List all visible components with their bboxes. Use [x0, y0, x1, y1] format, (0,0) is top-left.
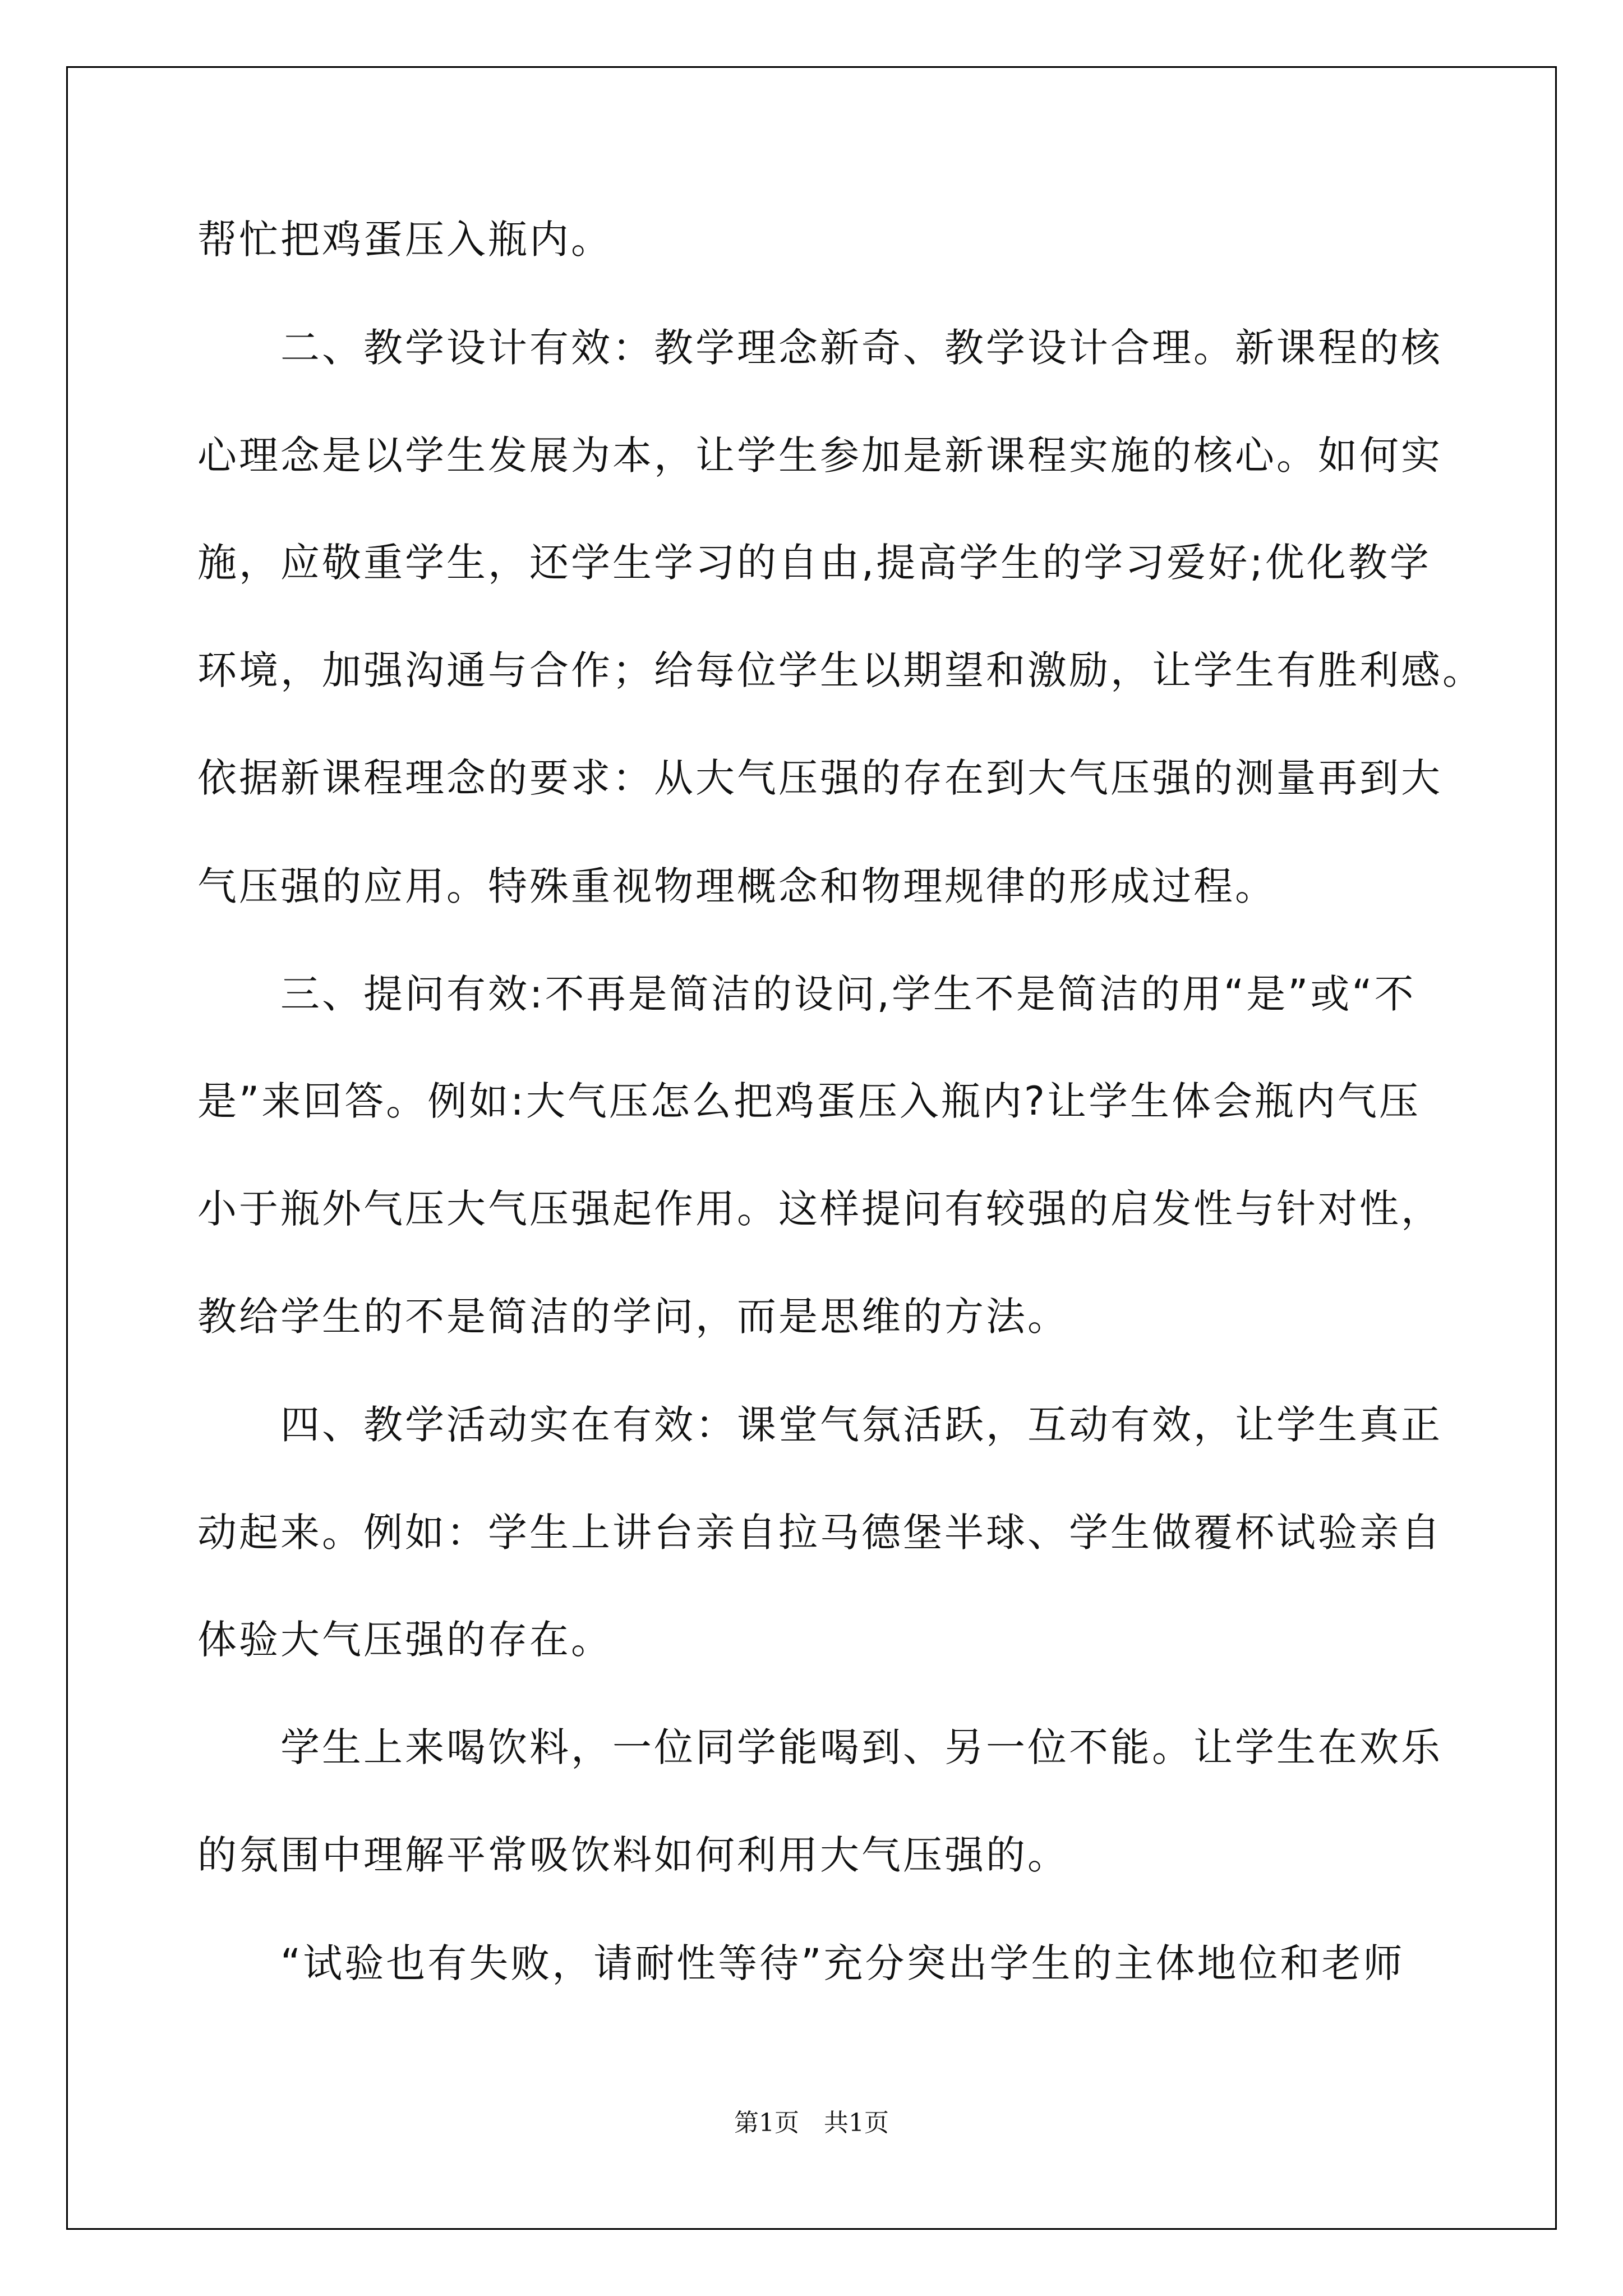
page-border — [66, 66, 1557, 2230]
text-line: 动起来。例如：学生上讲台亲自拉马德堡半球、学生做覆杯试验亲自 — [197, 1510, 1442, 1556]
text-line: 体验大气压强的存在。 — [197, 1617, 612, 1663]
text-line: 三、提问有效:不再是简洁的设问,学生不是简洁的用“是”或“不 — [280, 971, 1416, 1017]
text-line: 小于瓶外气压大气压强起作用。这样提问有较强的启发性与针对性， — [197, 1186, 1442, 1232]
text-line: 二、教学设计有效：教学理念新奇、教学设计合理。新课程的核 — [280, 325, 1442, 371]
page-footer: 第1页 共1页 — [734, 2109, 889, 2137]
text-line: 学生上来喝饮料，一位同学能喝到、另一位不能。让学生在欢乐 — [280, 1724, 1442, 1770]
text-line: 教给学生的不是简洁的学问，而是思维的方法。 — [197, 1294, 1069, 1340]
text-line: 心理念是以学生发展为本，让学生参加是新课程实施的核心。如何实 — [197, 432, 1442, 478]
text-line: 气压强的应用。特殊重视物理概念和物理规律的形成过程。 — [197, 863, 1276, 909]
text-line: 施，应敬重学生，还学生学习的自由,提高学生的学习爱好;优化教学 — [197, 540, 1431, 586]
text-line: 环境，加强沟通与合作；给每位学生以期望和激励，让学生有胜利感。 — [197, 647, 1484, 693]
text-line: 帮忙把鸡蛋压入瓶内。 — [197, 217, 612, 263]
text-line: 依据新课程理念的要求：从大气压强的存在到大气压强的测量再到大 — [197, 755, 1442, 801]
text-line: 是”来回答。例如:大气压怎么把鸡蛋压入瓶内?让学生体会瓶内气压 — [197, 1078, 1421, 1124]
text-line: 四、教学活动实在有效：课堂气氛活跃，互动有效，让学生真正 — [280, 1402, 1442, 1448]
text-line: 的氛围中理解平常吸饮料如何利用大气压强的。 — [197, 1832, 1069, 1878]
text-line: “试验也有失败，请耐性等待”充分突出学生的主体地位和老师 — [280, 1940, 1405, 1986]
